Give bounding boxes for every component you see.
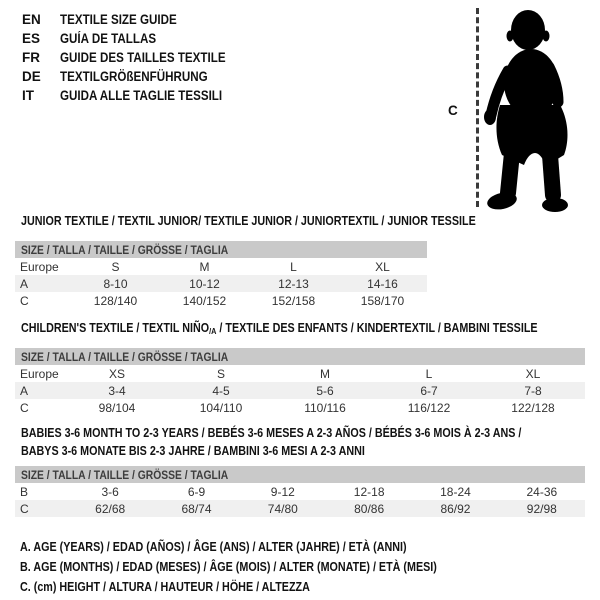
row-label: C [20,501,29,516]
language-label: GUIDA ALLE TAGLIE TESSILI [60,88,223,103]
children-table-title [21,319,600,340]
language-code: EN [22,12,41,27]
table-row [15,399,585,416]
table-row [15,365,585,382]
language-row [22,86,253,105]
cell: 86/92 [440,501,471,516]
cell: 4-5 [212,383,230,398]
cell: 92/98 [526,501,557,516]
children-table-title-text [21,319,538,340]
cell: 74/80 [267,501,298,516]
cell: 12-13 [278,276,309,291]
language-row [22,29,253,48]
language-code: ES [22,31,41,46]
children-title-suffix: / TEXTILE DES ENFANTS / KINDERTEXTIL / BAMBINI TESSILE [216,321,538,335]
cell: L [425,366,433,381]
cell: 62/68 [95,501,126,516]
language-label: TEXTILGRÖßENFÜHRUNG [60,69,208,84]
cell: M [320,366,330,381]
cell: XS [108,366,125,381]
language-label: TEXTILE SIZE GUIDE [60,12,177,27]
size-header-row [15,241,427,258]
junior-table-title [21,212,550,230]
language-row [22,48,253,67]
babies-table-title-line1: BABIES 3-6 MONTH TO 2-3 YEARS / BEBÉS 3-6 MESES A 2-3 AÑOS / BÉBÉS 3-6 MOIS À 2-3 ANS / [21,426,522,440]
cell: 68/74 [181,501,212,516]
row-label: C [20,400,29,415]
baby-silhouette-icon [480,5,595,215]
row-label: C [20,293,29,308]
cell: 10-12 [189,276,220,291]
cell: S [111,259,120,274]
row-label: Europe [20,366,59,381]
cell: 14-16 [367,276,398,291]
row-label: B [20,484,29,499]
size-header-text: SIZE / TALLA / TAILLE / GRÖSSE / TAGLIA [21,467,229,482]
footnote-b: B. AGE (MONTHS) / EDAD (MESES) / ÂGE (MOIS) / ALTER (MONATE) / ETÀ (MESI) [20,560,437,574]
cell: 122/128 [511,400,555,415]
footnote-c: C. (cm) HEIGHT / ALTURA / HAUTEUR / HÖHE / ALTEZZA [20,580,310,594]
cell: 80/86 [354,501,385,516]
junior-table-title-text: JUNIOR TEXTILE / TEXTIL JUNIOR/ TEXTILE JUNIOR / JUNIORTEXTIL / JUNIOR TESSILE [21,214,476,228]
cell: 24-36 [526,484,558,499]
cell: S [216,366,225,381]
language-row [22,67,253,86]
cell: 152/158 [271,293,316,308]
height-measure-label: C [448,103,458,118]
cell: 110/116 [304,400,346,415]
size-header-cell [15,241,427,258]
size-header-cell [15,348,585,365]
babies-table-title-line2: BABYS 3-6 MONATE BIS 2-3 JAHRE / BAMBINI 3-6 MESI A 2-3 ANNI [21,444,365,458]
cell: 158/170 [360,293,405,308]
size-header-cell [15,466,585,483]
size-header-row [15,348,585,365]
cell: 3-6 [101,484,119,499]
table-row [15,382,585,399]
cell: 140/152 [182,293,227,308]
table-row [15,483,585,500]
cell: 8-10 [103,276,128,291]
language-title-block [22,10,253,105]
footnote-a: A. AGE (YEARS) / EDAD (AÑOS) / ÂGE (ANS) / ALTER (JAHRE) / ETÀ (ANNI) [20,540,407,554]
size-header-row [15,466,585,483]
table-row [15,275,427,292]
size-header-text: SIZE / TALLA / TAILLE / GRÖSSE / TAGLIA [21,349,229,364]
table-row [15,258,427,275]
language-code: DE [22,69,41,84]
cell: 12-18 [353,484,385,499]
cell: 7-8 [524,383,542,398]
children-size-table [15,348,585,416]
cell: 104/110 [199,400,243,415]
cell: 5-6 [316,383,334,398]
babies-size-table [15,466,585,517]
cell: M [199,259,210,274]
language-label: GUIDE DES TAILLES TEXTILE [60,50,226,65]
cell: 9-12 [270,484,295,499]
table-row [15,500,585,517]
footnotes-block [20,537,505,597]
cell: 6-9 [187,484,206,499]
children-title-subscript: /A [209,326,217,336]
language-code: IT [22,88,34,103]
language-row [22,10,253,29]
row-label: Europe [20,259,59,274]
cell: 18-24 [440,484,471,499]
cell: XL [525,366,541,381]
table-row [15,292,427,309]
row-label: A [20,383,29,398]
height-measure-dashed-line [476,8,479,207]
cell: 98/104 [98,400,136,415]
junior-size-table [15,241,427,309]
cell: 128/140 [93,293,138,308]
cell: XL [375,259,390,274]
language-label: GUÍA DE TALLAS [60,31,157,46]
babies-table-title [21,424,600,460]
children-title-prefix: CHILDREN'S TEXTILE / TEXTIL NIÑO [21,321,210,335]
cell: 3-4 [108,383,126,398]
cell: 116/122 [407,400,451,415]
cell: L [290,259,297,274]
cell: 6-7 [420,383,438,398]
row-label: A [20,276,29,291]
size-header-text: SIZE / TALLA / TAILLE / GRÖSSE / TAGLIA [21,242,229,257]
language-code: FR [22,50,40,65]
